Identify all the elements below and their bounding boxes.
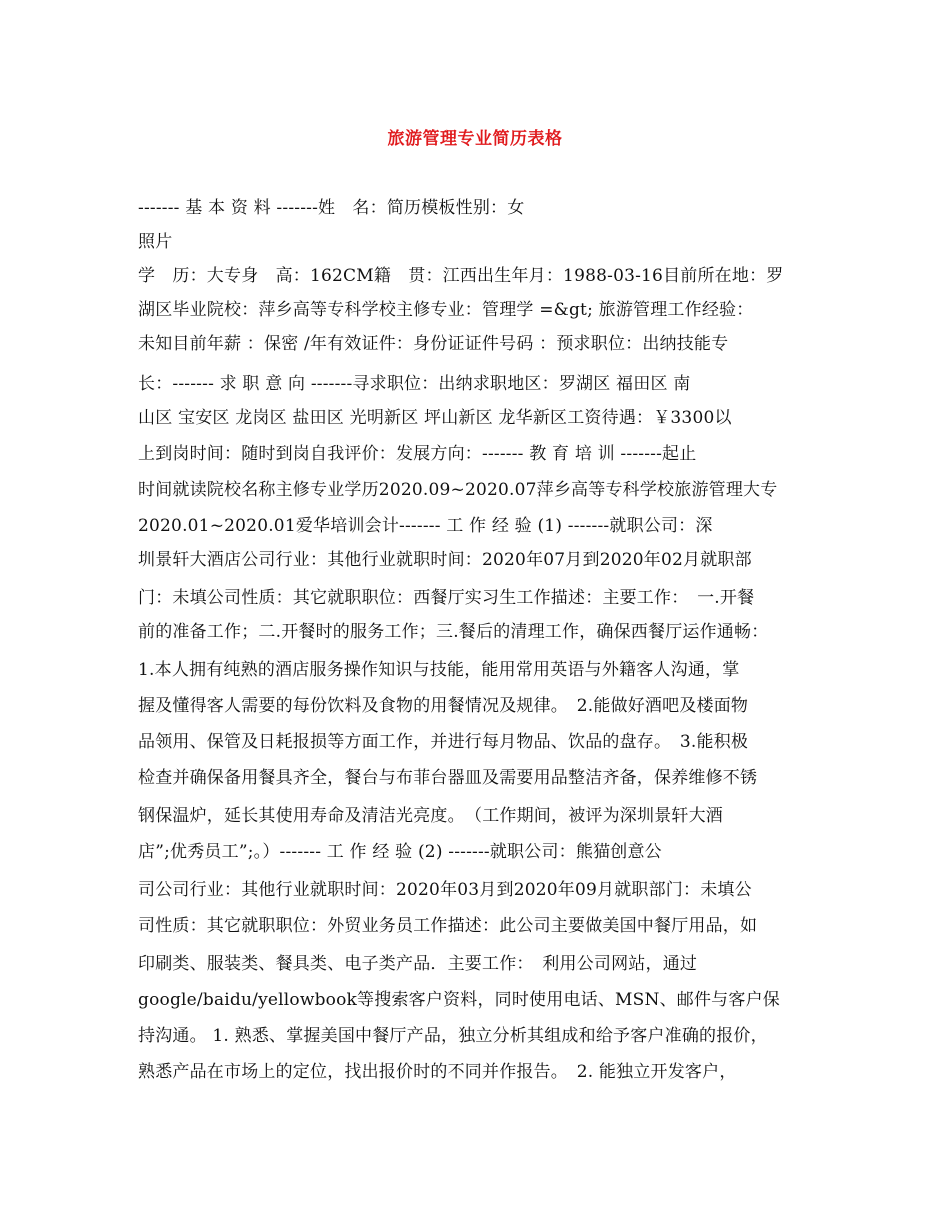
text-line: 持沟通。 1. 熟悉、掌握美国中餐厅产品，独立分析其组成和给予客户准确的报价， [138,1026,768,1046]
document-title: 旅游管理专业简历表格 [387,129,563,149]
text-line: 前的准备工作；二.开餐时的服务工作；三.餐后的清理工作，确保西餐厅运作通畅： [138,622,769,642]
text-line: 印刷类、服装类、餐具类、电子类产品．主要工作： 利用公司网站，通过 [138,954,698,974]
text-line: 钢保温炉，延长其使用寿命及清洁光亮度。 （工作期间，被评为深圳景轩大酒 [138,806,723,826]
text-line: 门：未填公司性质：其它就职职位：西餐厅实习生工作描述：主要工作： 一.开餐 [138,588,755,608]
text-line: 山区 宝安区 龙岗区 盐田区 光明新区 坪山新区 龙华新区工资待遇：￥3300以 [138,408,732,428]
text-line: 湖区毕业院校：萍乡高等专科学校主修专业：管理学 =&gt; 旅游管理工作经验： [138,300,754,320]
text-line: 握及懂得客人需要的每份饮料及食物的用餐情况及规律。 2.能做好酒吧及楼面物 [138,696,749,716]
text-line: 照片 [138,232,173,252]
text-line: 长：------- 求 职 意 向 -------寻求职位：出纳求职地区：罗湖区 福田区 南 [138,374,691,394]
text-line: 学 历：大专身 高：162CM籍 贯：江西出生年月：1988-03-16目前所在地：罗 [138,266,784,286]
text-line: 1.本人拥有纯熟的酒店服务操作知识与技能，能用常用英语与外籍客人沟通，掌 [138,660,740,680]
text-line: 检查并确保备用餐具齐全，餐台与布菲台器皿及需要用品整洁齐备，保养维修不锈 [138,768,758,788]
text-line: 圳景轩大酒店公司行业：其他行业就职时间：2020年07月到2020年02月就职部 [138,550,752,570]
text-line: 司性质：其它就职职位：外贸业务员工作描述：此公司主要做美国中餐厅用品，如 [138,916,758,936]
text-line: 司公司行业：其他行业就职时间：2020年03月到2020年09月就职部门：未填公 [138,880,752,900]
text-line: google/baidu/yellowbook等搜索客户资料，同时使用电话、MSN、邮件与客户保 [138,990,780,1010]
text-line: 熟悉产品在市场上的定位，找出报价时的不同并作报告。 2. 能独立开发客户， [138,1062,737,1082]
text-line: 2020.01~2020.01爱华培训会计------- 工 作 经 验 (1) -------就职公司：深 [138,516,713,536]
text-line: ------- 基 本 资 料 -------姓 名：简历模板性别：女 [138,198,525,218]
text-line: 上到岗时间：随时到岗自我评价：发展方向：------- 教 育 培 训 -------起止 [138,444,697,464]
text-line: 品领用、保管及日耗报损等方面工作，并进行每月物品、饮品的盘存。 3.能积极 [138,732,749,752]
text-line: 时间就读院校名称主修专业学历2020.09~2020.07萍乡高等专科学校旅游管理大专 [138,480,778,500]
text-line: 未知目前年薪 ：保密 /年有效证件：身份证证件号码 ：预求职位：出纳技能专 [138,334,729,354]
text-line: 店”;优秀员工”;。）------- 工 作 经 验 (2) -------就职公司：熊猫创意公 [138,842,662,862]
